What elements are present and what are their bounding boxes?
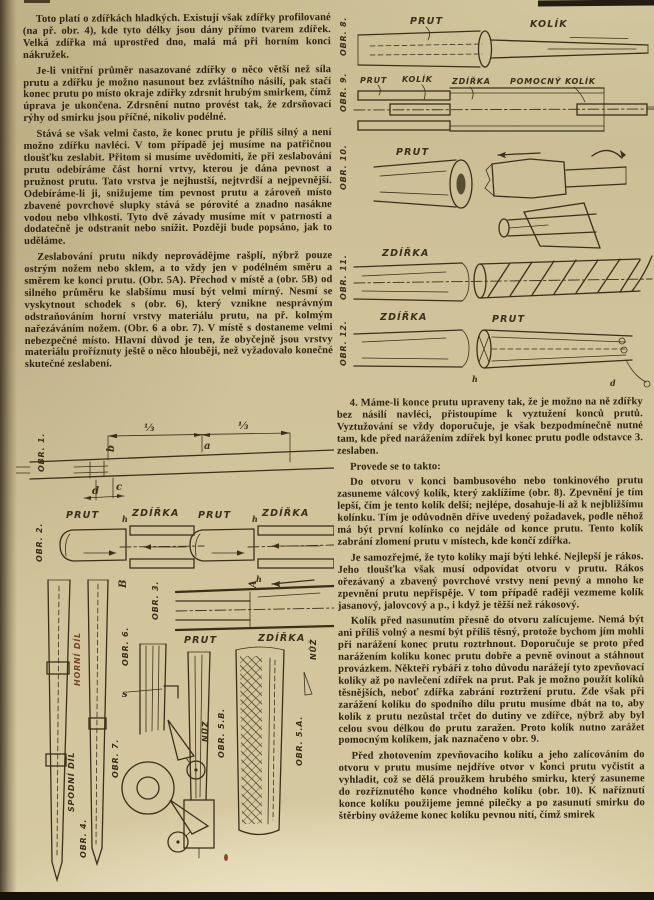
figure-number: OBR. 8. [339, 16, 348, 56]
label-letter-c: c [116, 482, 123, 493]
figure-obr-1 [16, 421, 334, 500]
scan-edge-mark-top-left [24, 0, 50, 3]
label-zdirka: ZDÍŘKA [262, 508, 310, 519]
figure-obr-2 [35, 507, 334, 589]
paragraph: Zeslabování prutu nikdy neprovádějme rašplí, nýbrž pouze ostrým nožem nebo sklem, a to vždy jen v podélném směru a směrem ke konci prutu. (Obr. 5A). Přechod v místě a (obr. 5B) od silného průměru ke slabšímu musí být velmi mírný. Nesmí se vyskytnout schodek s (obr. 6), který vznikne nesprávným odstraňováním horní vrstvy materiálu prutu, na př. kolmým nařezáváním nožem. (Obr. 6 a obr. 7). V místě s dostaneme velmi nebezpečné místo. Hlavní důvod je ten, že obyčejně jsou vrstvy materiálu proříznuty ještě o něco hlouběji, než vyžadovalo konečné skutečné zeslabení. [24, 250, 333, 371]
label-pomocny-kolik: POMOCNÝ KOLÍK [510, 77, 596, 86]
label-letter-a: a [204, 441, 211, 452]
figure-obr-9 [339, 73, 654, 131]
figure-obr-12 [339, 311, 650, 388]
label-zdirka: ZDÍŘKA [132, 508, 180, 519]
figures-left [16, 420, 334, 896]
label-nuz: NŮŽ [309, 638, 318, 660]
figure-number: OBR. 5.B. [217, 708, 226, 758]
label-prut: PRUT [492, 314, 526, 325]
figure-obr-11 [339, 247, 652, 301]
paragraph: Je-li vnitřní průměr nasazované zdířky o něco větší než síla prutu a zdířku je možno nasunout bez zvláštního násilí, pak stačí konec prutu po místo okraje zdířky zdrsnit hrubým smirkem, čímž úprava je ukončena. Zdrsnění nutno provést tak, že zdrsňovací rýhy od smirku jsou příčné, nikoliv podélné. [23, 63, 332, 125]
label-letter-b: b [106, 445, 117, 452]
right-column [337, 396, 646, 884]
label-kolik: KOLÍK [402, 75, 433, 84]
figure-obr-10 [339, 144, 626, 248]
paragraph: Kolík před nasunutím přesně do otvoru zalícujeme. Nemá být ani příliš volný a nesmí být příliš těsný, protože bychom jím mohli při narážení konec prutu roztrhnout. Doporučuje se proto před narážením kolíku konec prutu dobře a pevně ovinout a stáhnout provázkem. Někteří rybáři z toho důvodu narážejí tyto zpevňovací kolíky až po navlečení zdířek na prut. Pak je možno použít kolíků těsnějších, neboť zdířka zabrání roztržení prutu. Zde však při zarážení kolíku do spodního dílu prutu musíme dbát na to, aby kolík z prutu nezůstal trčet do dutiny ve zdířce, nýbrž aby byl celou svou délkou do prutu zaražen. Proto kolík nutno zarážet pomocným kolíkem, jak naznačeno v obr. 9. [337, 614, 645, 747]
label-zdirka: ZDÍŘKA [452, 77, 491, 86]
left-column [23, 12, 333, 420]
paragraph: Do otvoru v konci bambusového nebo tonkinového prutu zasuneme válcový kolík, který zaklížíme (obr. 8). Zpevnění je tím lepší, čím je tento kolík delší; nejlépe, dosahuje-li až k nejbližšímu kolínku. Tím je odůvodněn dříve uvedený požadavek, podle něhož má být první kolínko co nejdále od konce prutu. Tento kolík zabrání zlomení prutu v místech, kde končí zdířka. [337, 475, 644, 548]
label-fraction-right: ⅓ [238, 421, 249, 432]
label-prut: PRUT [66, 510, 100, 521]
label-prut: PRUT [198, 510, 232, 521]
label-kolik: KOLÍK [530, 19, 568, 30]
label-fraction-left: ⅓ [144, 423, 155, 434]
figure-obr-5a [236, 639, 318, 835]
label-prut: PRUT [184, 635, 218, 646]
label-letter-A: A [248, 580, 259, 588]
label-letter-h: h [122, 514, 128, 524]
label-zdirka: ZDÍŘKA [258, 633, 306, 644]
label-zdirka: ZDÍŘKA [382, 248, 430, 259]
label-letter-d: d [610, 378, 616, 388]
label-letter-h: h [256, 574, 262, 584]
paragraph: Před zhotovením zpevňovacího kolíku a jeho zalícováním do otvoru v prutu musíme nejdříve otvor v konci prutu vyčistit a vyhladit, což se dělá proužkem hrubého smirku, který zasuneme do rozříznutého konce vhodného kolíku (obr. 10). K naříznutí konce kolíku použijeme jemné pilečky a po zasunutí smirku do štěrbiny ovážeme konec kolíku pevnou nití, čímž smirek [338, 749, 645, 822]
label-letter-d: d [92, 486, 99, 497]
label-nuz: NŮŽ [201, 720, 210, 742]
figure-number: OBR. 11. [339, 254, 348, 300]
figure-obr-8 [339, 16, 648, 67]
paragraph: Je samozřejmé, že tyto kolíky mají býti lehké. Nejlepší je rákos. Jeho tloušťka však musí odpovídat otvoru v prutu. Rákos ořezávaný a zbavený povrchové vrstvy není pevný a mnoho ke zpevnění prutu nepřispěje. V tom případě raději vezmeme kolík jasanový, jalovcový a p., i když je těžší než rákosový. [337, 551, 644, 612]
label-letter-B: B [118, 579, 129, 588]
figure-number: OBR. 12. [339, 320, 348, 366]
figure-number: OBR. 4. [79, 818, 88, 858]
figure-obr-6 [121, 627, 210, 779]
label-letter-h: h [252, 514, 258, 524]
figure-obr-3 [151, 574, 334, 646]
label-zdirka: ZDÍŘKA [380, 312, 428, 323]
label-letter-h: h [472, 374, 478, 384]
label-letter-s: s [122, 689, 128, 700]
paragraph: Stává se však velmi často, že konec prutu je příliš silný a není možno zdířku navléci. V tom případě jej musíme na patřičnou tloušťku zeslabit. Přitom si musíme uvědomiti, že při zeslabování prutu odebíráme část horní vrtvy, kterou je dána pevnost a pružnost prutu. Tato vrstva je nejhustší, nejtvrdší a nejpevnější. Odebíráme-li ji, snižujeme tím pevnost prutu a zároveň místo zbavené povrchové slupky stává se pórovité a znadno nasákne vodou nebo vlhkosti. Tyto dvě závady musíme mít v patrnosti a dodatečně je odstranit nebo snížit. Později bude popsáno, jak to uděláme. [23, 127, 333, 248]
label-prut: PRUT [360, 76, 388, 85]
label-horni-dil: HORNÍ DÍL [73, 631, 82, 686]
figure-number: OBR. 10. [339, 144, 348, 190]
paragraph: Provede se to takto: [350, 460, 441, 473]
figure-number: OBR. 9. [339, 72, 348, 112]
figures-right [334, 4, 654, 396]
figure-number: OBR. 7. [111, 738, 120, 778]
figure-number: OBR. 1. [37, 432, 46, 472]
figure-number: OBR. 6. [121, 626, 130, 666]
figure-number: OBR. 2. [35, 522, 44, 562]
paragraph: Toto platí o zdířkách hladkých. Existují však zdířky profilované (na př. obr. 4), kde tyto délky jsou dány přímo tvarem zdířek. Velká zdířka má uprostřed dno, malá má při horním konci nákružek. [22, 12, 331, 61]
figure-obr-4 [46, 580, 108, 880]
paragraph: 4. Máme-li konce prutu upraveny tak, že je možno na ně zdířky bez násilí navléci, přistoupíme k vyztužení konců prutů. Vyztužování se vždy doporučuje, je však bezpodmínečně nutné tam, kde před narážením zdířek byl konec prutu podle odstavce 3. zeslaben. [336, 396, 643, 457]
page-gutter-shadow [0, 0, 17, 892]
scan-edge-bottom [0, 892, 654, 900]
label-spodni-dil: SPODNÍ DÍL [67, 751, 76, 812]
figure-number: OBR. 3. [151, 580, 160, 620]
label-prut: PRUT [396, 147, 430, 158]
figure-number: OBR. 5.A. [295, 715, 304, 766]
label-prut: PRUT [410, 16, 444, 27]
